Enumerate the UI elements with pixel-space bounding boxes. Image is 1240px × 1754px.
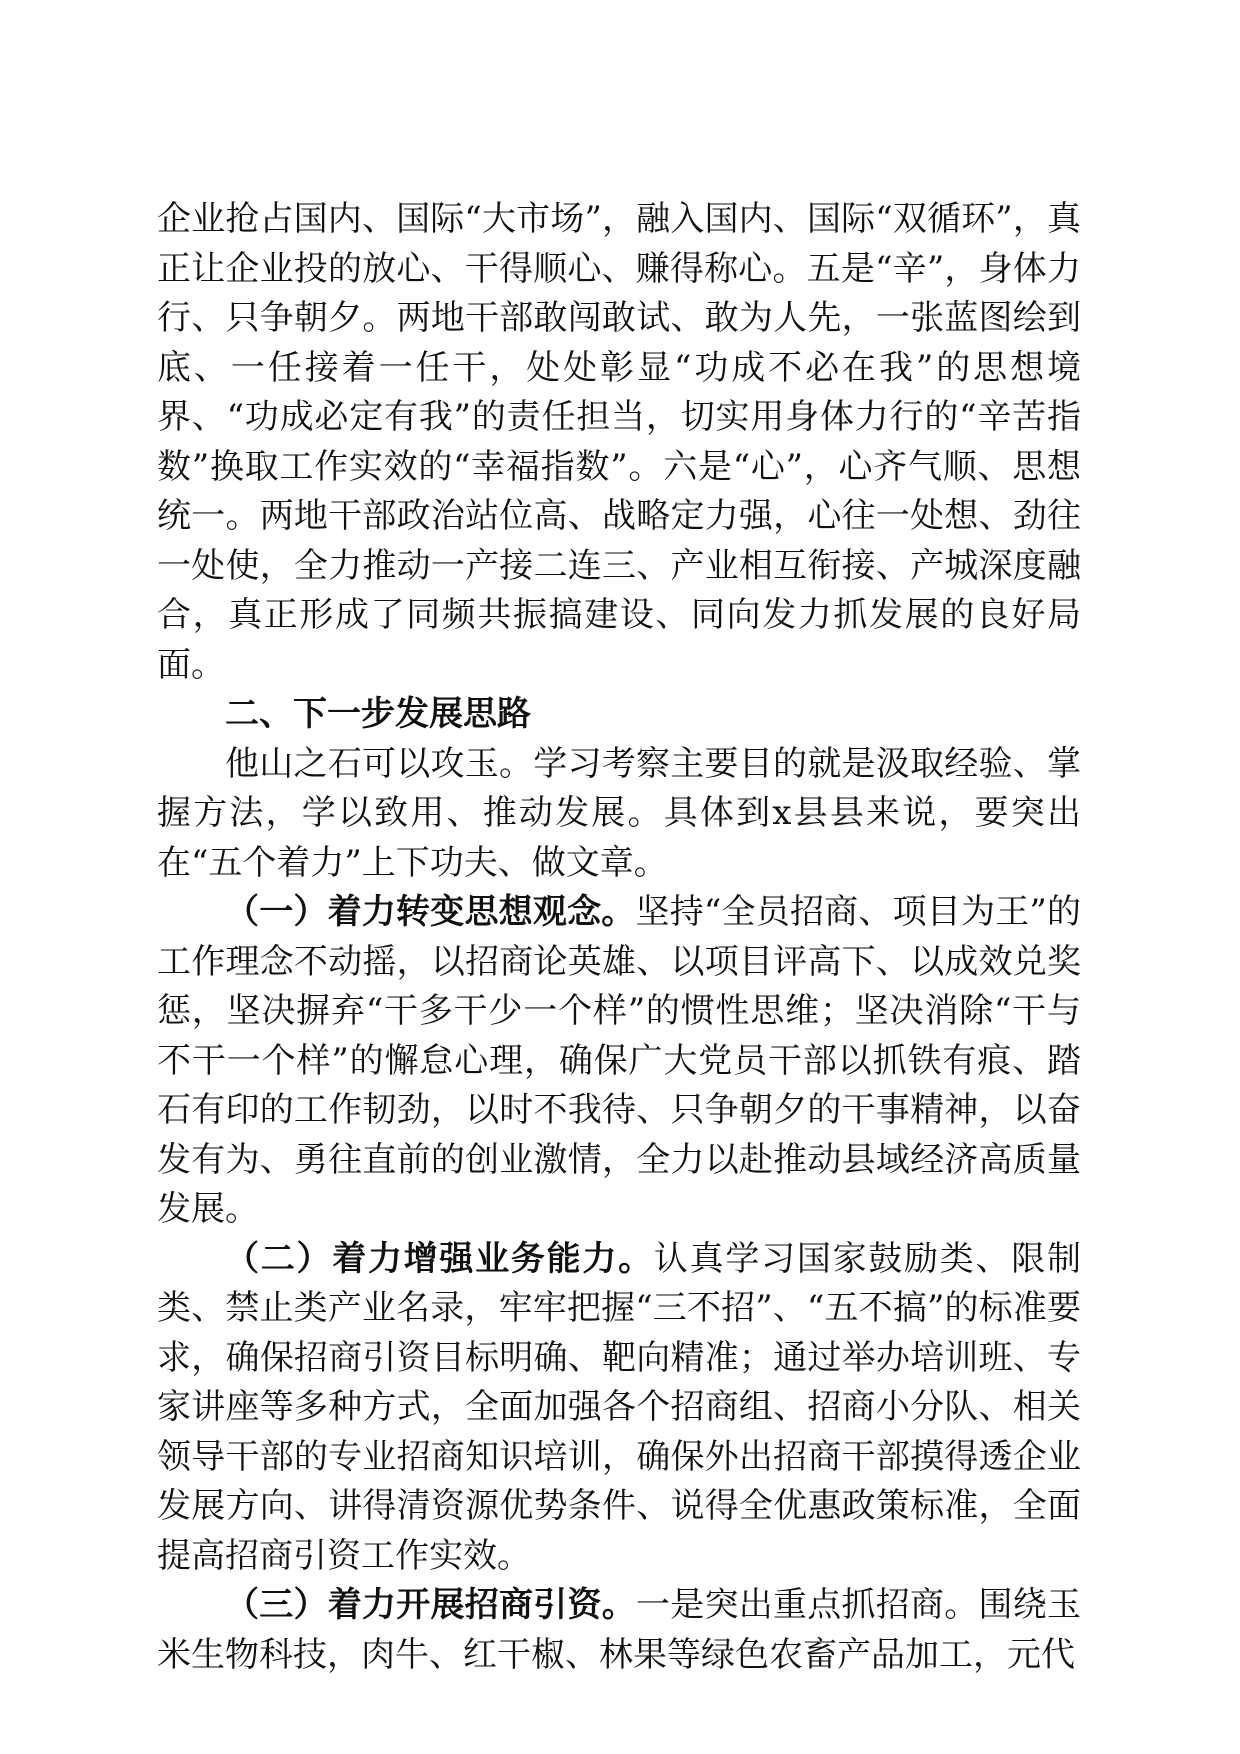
item-3-body: 一是突出重点抓招商。围绕玉米生物科技，肉牛、红干椒、林果等绿色农畜产品加工，元代	[157, 1585, 1081, 1675]
paragraph-section-intro: 他山之石可以攻玉。学习考察主要目的就是汲取经验、掌握方法，学以致用、推动发展。具体到x县县来说，要突出在“五个着力”上下功夫、做文章。	[157, 743, 1081, 883]
document-body	[157, 195, 1081, 1680]
paragraph-intro: 企业抢占国内、国际“大市场”，融入国内、国际“双循环”，真正让企业投的放心、干得顺心、赚得称心。五是“辛”，身体力行、只争朝夕。两地干部敢闯敢试、敢为人先，一张蓝图绘到底、一任接着一任干，处处彰显“功成不必在我”的思想境界、“功成必定有我”的责任担当，切实用身体力行的“辛苦指数”换取工作实效的“幸福指数”。六是“心”，心齐气顺、思想统一。两地干部政治站位高、战略定力强，心往一处想、劲往一处使，全力推动一产接二连三、产业相互衔接、产城深度融合，真正形成了同频共振搞建设、同向发力抓发展的良好局面。	[157, 199, 1081, 685]
item-2-body: 认真学习国家鼓励类、限制类、禁止类产业名录，牢牢把握“三不招”、“五不搞”的标准要求，确保招商引资目标明确、靶向精准；通过举办培训班、专家讲座等多种方式，全面加强各个招商组、招商小分队、相关领导干部的专业招商知识培训，确保外出招商干部摸得透企业发展方向、讲得清资源优势条件、说得全优惠政策标准，全面提高招商引资工作实效。	[157, 1238, 1082, 1576]
item-2	[157, 1235, 1081, 1582]
item-3	[157, 1581, 1081, 1680]
section-heading: 二、下一步发展思路	[225, 694, 531, 734]
item-1	[157, 888, 1081, 1235]
item-1-title: （一）着力转变思想观念。	[225, 892, 636, 932]
item-1-body: 坚持“全员招商、项目为王”的工作理念不动摇，以招商论英雄、以项目评高下、以成效兑奖惩，坚决摒弃“干多干少一个样”的惯性思维；坚决消除“干与不干一个样”的懈怠心理，确保广大党员干部以抓铁有痕、踏石有印的工作韧劲，以时不我待、只争朝夕的干事精神，以奋发有为、勇往直前的创业激情，全力以赴推动县域经济高质量发展。	[157, 892, 1082, 1229]
item-2-title: （二）着力增强业务能力。	[225, 1238, 654, 1279]
item-3-title: （三）着力开展招商引资。	[225, 1585, 636, 1625]
